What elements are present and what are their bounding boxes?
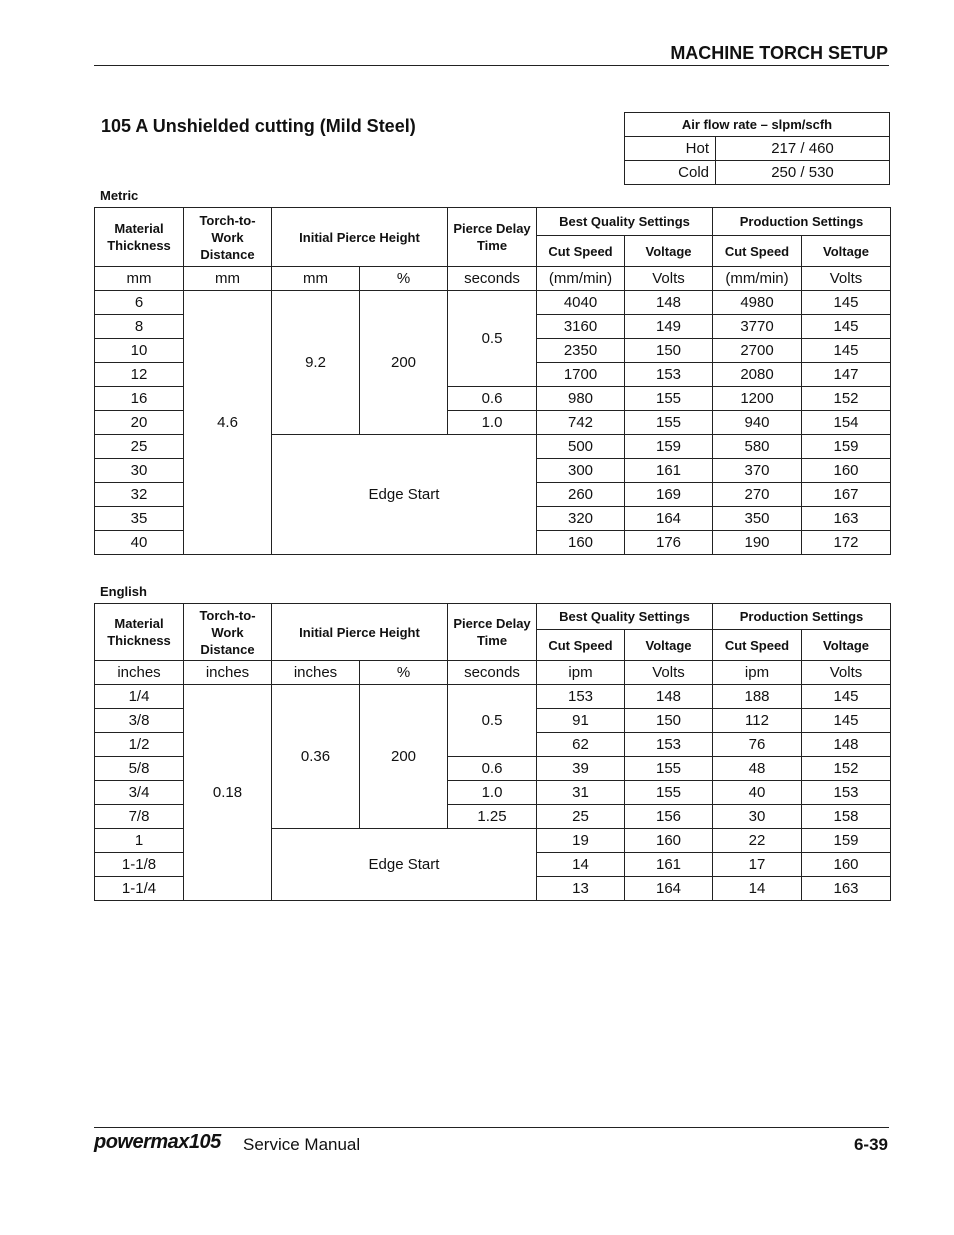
pr-voltage-cell: 145 xyxy=(802,685,891,709)
airflow-label: Hot xyxy=(625,137,716,161)
pr-speed-cell: 17 xyxy=(713,853,802,877)
bq-speed-cell: 14 xyxy=(537,853,625,877)
bq-speed-cell: 153 xyxy=(537,685,625,709)
bq-voltage-cell: 160 xyxy=(625,829,713,853)
bq-voltage-cell: 155 xyxy=(625,411,713,435)
pr-speed-cell: 190 xyxy=(713,531,802,555)
header-voltage: Voltage xyxy=(625,236,713,267)
pr-voltage-cell: 147 xyxy=(802,363,891,387)
header-voltage: Voltage xyxy=(625,630,713,661)
pr-speed-cell: 370 xyxy=(713,459,802,483)
header-best-quality: Best Quality Settings xyxy=(537,208,713,236)
bq-speed-cell: 160 xyxy=(537,531,625,555)
pr-speed-cell: 580 xyxy=(713,435,802,459)
pr-voltage-cell: 152 xyxy=(802,757,891,781)
page-header-title: MACHINE TORCH SETUP xyxy=(670,43,888,63)
airflow-table xyxy=(624,112,890,185)
thickness-cell: 1/4 xyxy=(95,685,184,709)
thickness-cell: 5/8 xyxy=(95,757,184,781)
english-table xyxy=(94,603,891,901)
header-cut-speed: Cut Speed xyxy=(713,630,802,661)
edge-start-cell: Edge Start xyxy=(272,829,537,901)
pr-speed-cell: 14 xyxy=(713,877,802,901)
pr-voltage-cell: 159 xyxy=(802,435,891,459)
bq-voltage-cell: 155 xyxy=(625,781,713,805)
bq-speed-cell: 980 xyxy=(537,387,625,411)
metric-table xyxy=(94,207,891,555)
unit-cell: % xyxy=(360,661,448,685)
metric-label: Metric xyxy=(100,188,139,203)
bq-speed-cell: 2350 xyxy=(537,339,625,363)
pr-speed-cell: 48 xyxy=(713,757,802,781)
pr-speed-cell: 40 xyxy=(713,781,802,805)
pierce-delay-cell: 1.0 xyxy=(448,411,537,435)
bq-voltage-cell: 153 xyxy=(625,363,713,387)
header-torch-distance: Torch-to-Work Distance xyxy=(184,604,272,661)
unit-cell: ipm xyxy=(713,661,802,685)
thickness-cell: 30 xyxy=(95,459,184,483)
header-cut-speed: Cut Speed xyxy=(713,236,802,267)
header-production: Production Settings xyxy=(713,604,891,630)
unit-cell: Volts xyxy=(625,267,713,291)
thickness-cell: 12 xyxy=(95,363,184,387)
pierce-height-pct-cell: 200 xyxy=(360,291,448,435)
thickness-cell: 25 xyxy=(95,435,184,459)
bq-speed-cell: 260 xyxy=(537,483,625,507)
pr-voltage-cell: 145 xyxy=(802,315,891,339)
header-pierce-delay: Pierce Delay Time xyxy=(448,208,537,267)
bq-speed-cell: 500 xyxy=(537,435,625,459)
bq-speed-cell: 320 xyxy=(537,507,625,531)
pr-speed-cell: 22 xyxy=(713,829,802,853)
pr-voltage-cell: 158 xyxy=(802,805,891,829)
pr-speed-cell: 270 xyxy=(713,483,802,507)
thickness-cell: 20 xyxy=(95,411,184,435)
bq-speed-cell: 39 xyxy=(537,757,625,781)
thickness-cell: 1-1/4 xyxy=(95,877,184,901)
torch-distance-cell: 4.6 xyxy=(184,291,272,555)
bq-speed-cell: 4040 xyxy=(537,291,625,315)
bq-voltage-cell: 148 xyxy=(625,685,713,709)
units-row xyxy=(95,661,891,685)
pierce-delay-cell: 1.25 xyxy=(448,805,537,829)
pr-voltage-cell: 145 xyxy=(802,291,891,315)
airflow-label: Cold xyxy=(625,161,716,185)
pierce-delay-cell: 0.6 xyxy=(448,387,537,411)
thickness-cell: 35 xyxy=(95,507,184,531)
header-torch-distance: Torch-to-Work Distance xyxy=(184,208,272,267)
header-pierce-height: Initial Pierce Height xyxy=(272,208,448,267)
unit-cell: mm xyxy=(272,267,360,291)
bq-speed-cell: 742 xyxy=(537,411,625,435)
airflow-value: 250 / 530 xyxy=(716,161,890,185)
unit-cell: seconds xyxy=(448,267,537,291)
bq-speed-cell: 13 xyxy=(537,877,625,901)
bq-voltage-cell: 159 xyxy=(625,435,713,459)
pr-voltage-cell: 153 xyxy=(802,781,891,805)
pierce-height-cell: 9.2 xyxy=(272,291,360,435)
torch-distance-cell: 0.18 xyxy=(184,685,272,901)
thickness-cell: 40 xyxy=(95,531,184,555)
header-cut-speed: Cut Speed xyxy=(537,236,625,267)
unit-cell: (mm/min) xyxy=(537,267,625,291)
thickness-cell: 1/2 xyxy=(95,733,184,757)
bq-speed-cell: 1700 xyxy=(537,363,625,387)
pr-voltage-cell: 152 xyxy=(802,387,891,411)
pierce-height-cell: 0.36 xyxy=(272,685,360,829)
header-voltage: Voltage xyxy=(802,236,891,267)
pr-voltage-cell: 160 xyxy=(802,853,891,877)
footer-rule xyxy=(94,1127,889,1128)
pierce-delay-cell: 0.5 xyxy=(448,291,537,387)
unit-cell: mm xyxy=(95,267,184,291)
pr-voltage-cell: 160 xyxy=(802,459,891,483)
pr-speed-cell: 112 xyxy=(713,709,802,733)
pierce-delay-cell: 0.5 xyxy=(448,685,537,757)
bq-voltage-cell: 176 xyxy=(625,531,713,555)
bq-speed-cell: 300 xyxy=(537,459,625,483)
bq-speed-cell: 25 xyxy=(537,805,625,829)
thickness-cell: 3/4 xyxy=(95,781,184,805)
thickness-cell: 6 xyxy=(95,291,184,315)
section-title: 105 A Unshielded cutting (Mild Steel) xyxy=(101,116,416,136)
airflow-value: 217 / 460 xyxy=(716,137,890,161)
bq-speed-cell: 19 xyxy=(537,829,625,853)
unit-cell: (mm/min) xyxy=(713,267,802,291)
header-cut-speed: Cut Speed xyxy=(537,630,625,661)
unit-cell: inches xyxy=(184,661,272,685)
bq-voltage-cell: 155 xyxy=(625,387,713,411)
unit-cell: ipm xyxy=(537,661,625,685)
pr-speed-cell: 76 xyxy=(713,733,802,757)
pierce-delay-cell: 1.0 xyxy=(448,781,537,805)
bq-speed-cell: 62 xyxy=(537,733,625,757)
pr-speed-cell: 4980 xyxy=(713,291,802,315)
english-label: English xyxy=(100,584,147,599)
header-voltage: Voltage xyxy=(802,630,891,661)
units-row xyxy=(95,267,891,291)
bq-voltage-cell: 156 xyxy=(625,805,713,829)
bq-speed-cell: 31 xyxy=(537,781,625,805)
thickness-cell: 1 xyxy=(95,829,184,853)
bq-speed-cell: 3160 xyxy=(537,315,625,339)
unit-cell: seconds xyxy=(448,661,537,685)
bq-voltage-cell: 150 xyxy=(625,709,713,733)
unit-cell: inches xyxy=(272,661,360,685)
airflow-row xyxy=(625,161,890,185)
bq-voltage-cell: 161 xyxy=(625,853,713,877)
thickness-cell: 8 xyxy=(95,315,184,339)
manual-title: Service Manual xyxy=(243,1135,361,1154)
pierce-delay-cell: 0.6 xyxy=(448,757,537,781)
pr-voltage-cell: 145 xyxy=(802,339,891,363)
pr-speed-cell: 940 xyxy=(713,411,802,435)
pr-speed-cell: 2700 xyxy=(713,339,802,363)
unit-cell: inches xyxy=(95,661,184,685)
header-best-quality: Best Quality Settings xyxy=(537,604,713,630)
unit-cell: Volts xyxy=(802,267,891,291)
pr-speed-cell: 2080 xyxy=(713,363,802,387)
header-rule xyxy=(94,65,889,66)
pr-speed-cell: 3770 xyxy=(713,315,802,339)
pr-speed-cell: 30 xyxy=(713,805,802,829)
thickness-cell: 3/8 xyxy=(95,709,184,733)
bq-voltage-cell: 169 xyxy=(625,483,713,507)
header-material-thickness: Material Thickness xyxy=(95,604,184,661)
header-pierce-height: Initial Pierce Height xyxy=(272,604,448,661)
pr-voltage-cell: 145 xyxy=(802,709,891,733)
bq-voltage-cell: 155 xyxy=(625,757,713,781)
pierce-height-pct-cell: 200 xyxy=(360,685,448,829)
pr-speed-cell: 350 xyxy=(713,507,802,531)
pr-voltage-cell: 159 xyxy=(802,829,891,853)
pr-voltage-cell: 167 xyxy=(802,483,891,507)
bq-voltage-cell: 148 xyxy=(625,291,713,315)
bq-voltage-cell: 161 xyxy=(625,459,713,483)
thickness-cell: 7/8 xyxy=(95,805,184,829)
thickness-cell: 10 xyxy=(95,339,184,363)
pr-voltage-cell: 172 xyxy=(802,531,891,555)
thickness-cell: 1-1/8 xyxy=(95,853,184,877)
pr-voltage-cell: 154 xyxy=(802,411,891,435)
unit-cell: % xyxy=(360,267,448,291)
bq-voltage-cell: 164 xyxy=(625,877,713,901)
header-production: Production Settings xyxy=(713,208,891,236)
unit-cell: mm xyxy=(184,267,272,291)
unit-cell: Volts xyxy=(625,661,713,685)
pr-voltage-cell: 163 xyxy=(802,507,891,531)
pr-speed-cell: 188 xyxy=(713,685,802,709)
bq-voltage-cell: 153 xyxy=(625,733,713,757)
bq-voltage-cell: 149 xyxy=(625,315,713,339)
bq-speed-cell: 91 xyxy=(537,709,625,733)
pr-voltage-cell: 163 xyxy=(802,877,891,901)
thickness-cell: 32 xyxy=(95,483,184,507)
bq-voltage-cell: 164 xyxy=(625,507,713,531)
header-material-thickness: Material Thickness xyxy=(95,208,184,267)
airflow-header: Air flow rate – slpm/scfh xyxy=(625,113,890,137)
table-row xyxy=(95,685,891,709)
unit-cell: Volts xyxy=(802,661,891,685)
brand-logo: powermax105 xyxy=(94,1131,221,1153)
pr-speed-cell: 1200 xyxy=(713,387,802,411)
page-number: 6-39 xyxy=(853,1135,888,1154)
airflow-row xyxy=(625,137,890,161)
edge-start-cell: Edge Start xyxy=(272,435,537,555)
table-row xyxy=(95,291,891,315)
header-pierce-delay: Pierce Delay Time xyxy=(448,604,537,661)
bq-voltage-cell: 150 xyxy=(625,339,713,363)
pr-voltage-cell: 148 xyxy=(802,733,891,757)
thickness-cell: 16 xyxy=(95,387,184,411)
